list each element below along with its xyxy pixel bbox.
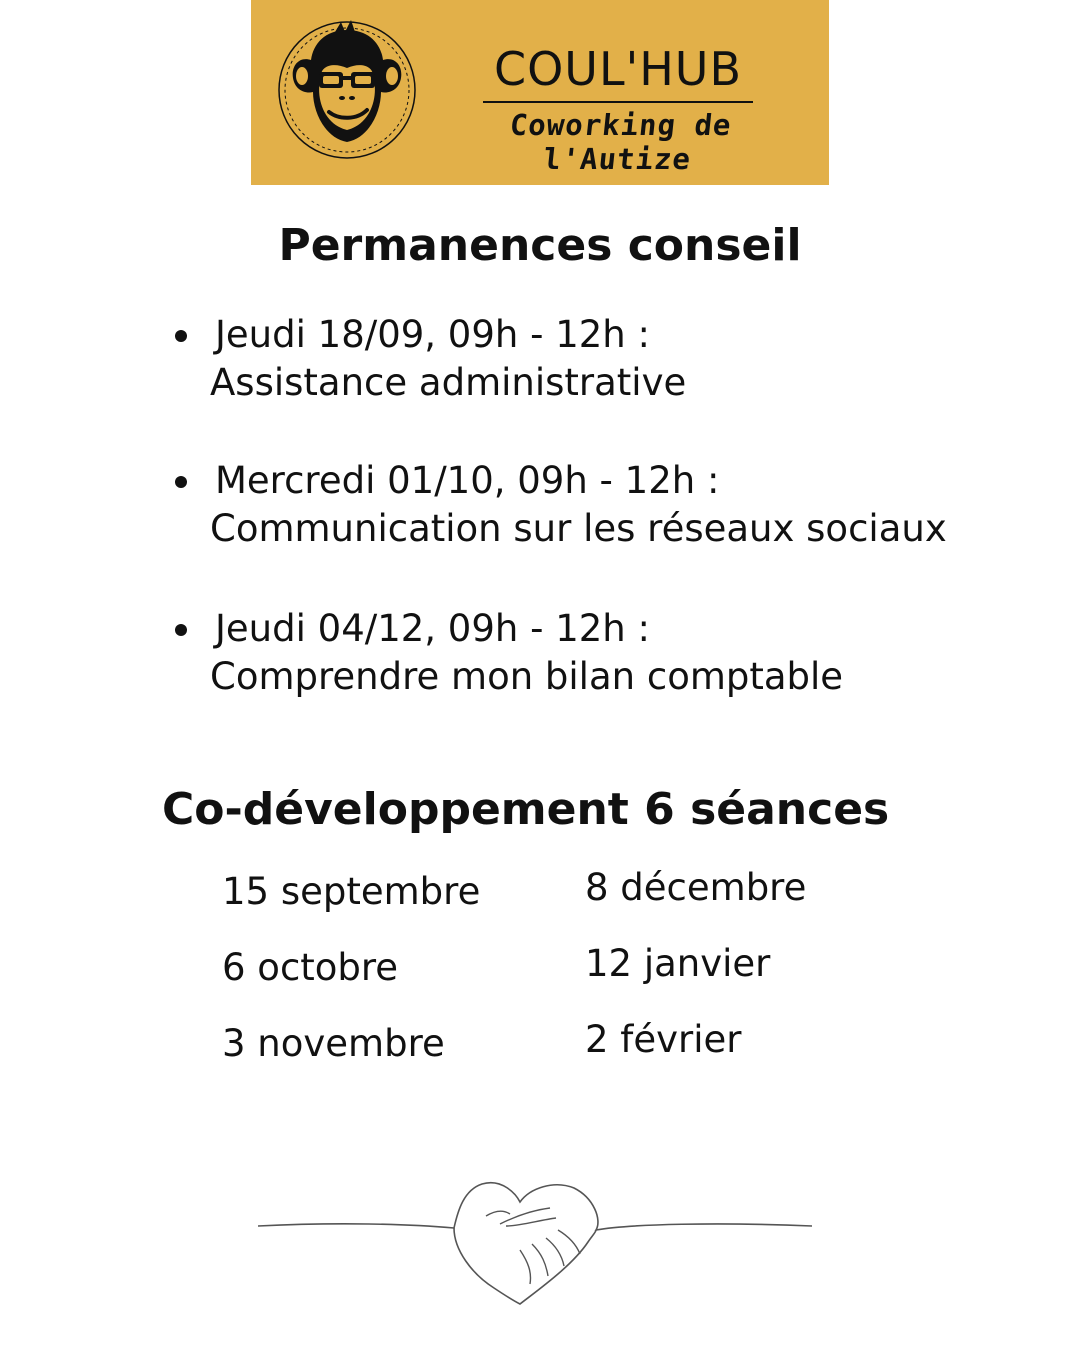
monkey-with-glasses-icon xyxy=(275,16,419,164)
codev-date: 8 décembre xyxy=(585,866,807,909)
brand-tagline: Coworking de l'Autize xyxy=(508,108,734,176)
permanence-when: Jeudi 04/12, 09h - 12h : xyxy=(215,607,650,650)
bullet-icon xyxy=(175,330,187,342)
codev-title: Co-développement 6 séances xyxy=(162,784,890,835)
permanence-topic: Assistance administrative xyxy=(210,361,687,404)
bullet-icon xyxy=(175,476,187,488)
brand-divider xyxy=(483,100,753,104)
permanence-when: Jeudi 18/09, 09h - 12h : xyxy=(215,313,650,356)
permanence-when: Mercredi 01/10, 09h - 12h : xyxy=(215,459,720,502)
bullet-icon xyxy=(175,624,187,636)
logo-banner xyxy=(251,0,829,185)
codev-date: 15 septembre xyxy=(222,870,481,913)
codev-date: 2 février xyxy=(585,1018,742,1061)
permanence-topic: Communication sur les réseaux sociaux xyxy=(210,507,947,550)
codev-date: 3 novembre xyxy=(222,1022,445,1065)
permanence-topic: Comprendre mon bilan comptable xyxy=(210,655,844,698)
codev-date: 6 octobre xyxy=(222,946,399,989)
handshake-heart-icon xyxy=(258,1170,812,1310)
permanences-title: Permanences conseil xyxy=(278,220,802,271)
codev-date: 12 janvier xyxy=(585,942,771,985)
brand-name: COUL'HUB xyxy=(493,42,743,96)
